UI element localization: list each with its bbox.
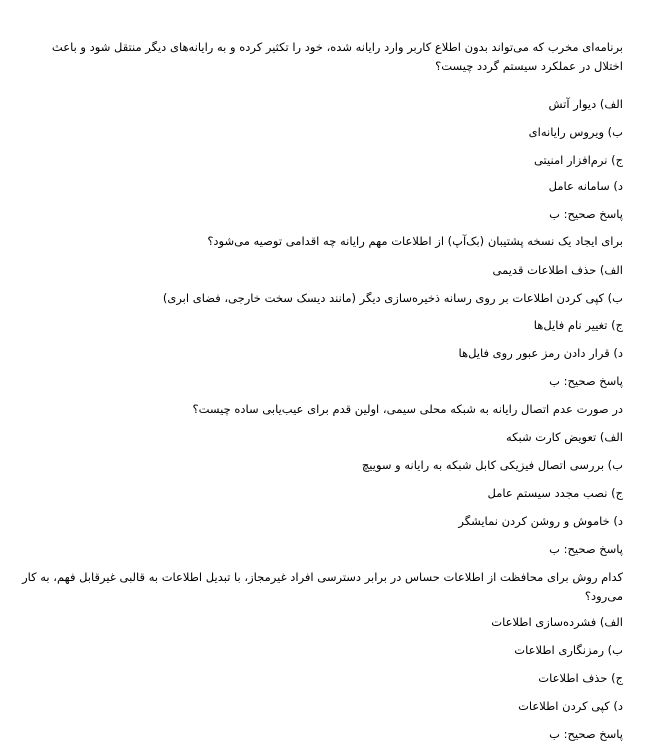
question-4-text: کدام روش برای محافظت از اطلاعات حساس در برابر دسترسی افراد غیرمجاز، با تبدیل اطلاعات به قالبی غیرقابل فهم، به کار می‌رود؟: [22, 570, 623, 603]
question-1-answer: پاسخ صحیح: ب: [549, 207, 623, 221]
question-3-answer: پاسخ صحیح: ب: [549, 542, 623, 556]
question-3-option-c: ج) نصب مجدد سیستم عامل: [487, 486, 623, 500]
question-3-option-a: الف) تعویض کارت شبکه: [505, 430, 623, 444]
question-1-option-b: ب) ویروس رایانه‌ای: [528, 125, 623, 139]
question-3-option-d: د) خاموش و روشن کردن نمایشگر: [458, 514, 623, 528]
question-3-option-b: ب) بررسی اتصال فیزیکی کابل شبکه به رایانه و سوییچ: [361, 458, 623, 472]
question-2-option-b: ب) کپی کردن اطلاعات بر روی رسانه ذخیره‌سازی دیگر (مانند دیسک سخت خارجی، فضای ابری): [162, 291, 623, 305]
question-4-option-a: الف) فشرده‌سازی اطلاعات: [491, 615, 623, 629]
question-1-option-a: الف) دیوار آتش: [548, 97, 623, 111]
question-4-answer: پاسخ صحیح: ب: [549, 727, 623, 741]
question-2-option-a: الف) حذف اطلاعات قدیمی: [492, 263, 623, 277]
question-3-text: در صورت عدم اتصال رایانه به شبکه محلی سیمی، اولین قدم برای عیب‌یابی ساده چیست؟: [192, 402, 623, 416]
question-4-option-c: ج) حذف اطلاعات: [538, 671, 623, 685]
question-2-option-c: ج) تغییر نام فایل‌ها: [533, 318, 623, 332]
question-4-option-d: د) کپی کردن اطلاعات: [518, 699, 623, 713]
question-1-option-c: ج) نرم‌افزار امنیتی: [533, 153, 623, 167]
question-2-option-d: د) قرار دادن رمز عبور روی فایل‌ها: [458, 346, 623, 360]
question-2-answer: پاسخ صحیح: ب: [549, 374, 623, 388]
question-1-text: برنامه‌ای مخرب که می‌تواند بدون اطلاع کاربر وارد رایانه شده، خود را تکثیر کرده و به رایانه‌های دیگر منتقل شود و باعث اختلال در عملکرد سیستم گردد چیست؟: [51, 40, 623, 73]
question-4-option-b: ب) رمزنگاری اطلاعات: [514, 643, 623, 657]
question-1-option-d: د) سامانه عامل: [548, 179, 623, 193]
question-2-text: برای ایجاد یک نسخه پشتیبان (بک‌آپ) از اطلاعات مهم رایانه چه اقدامی توصیه می‌شود؟: [207, 234, 623, 248]
